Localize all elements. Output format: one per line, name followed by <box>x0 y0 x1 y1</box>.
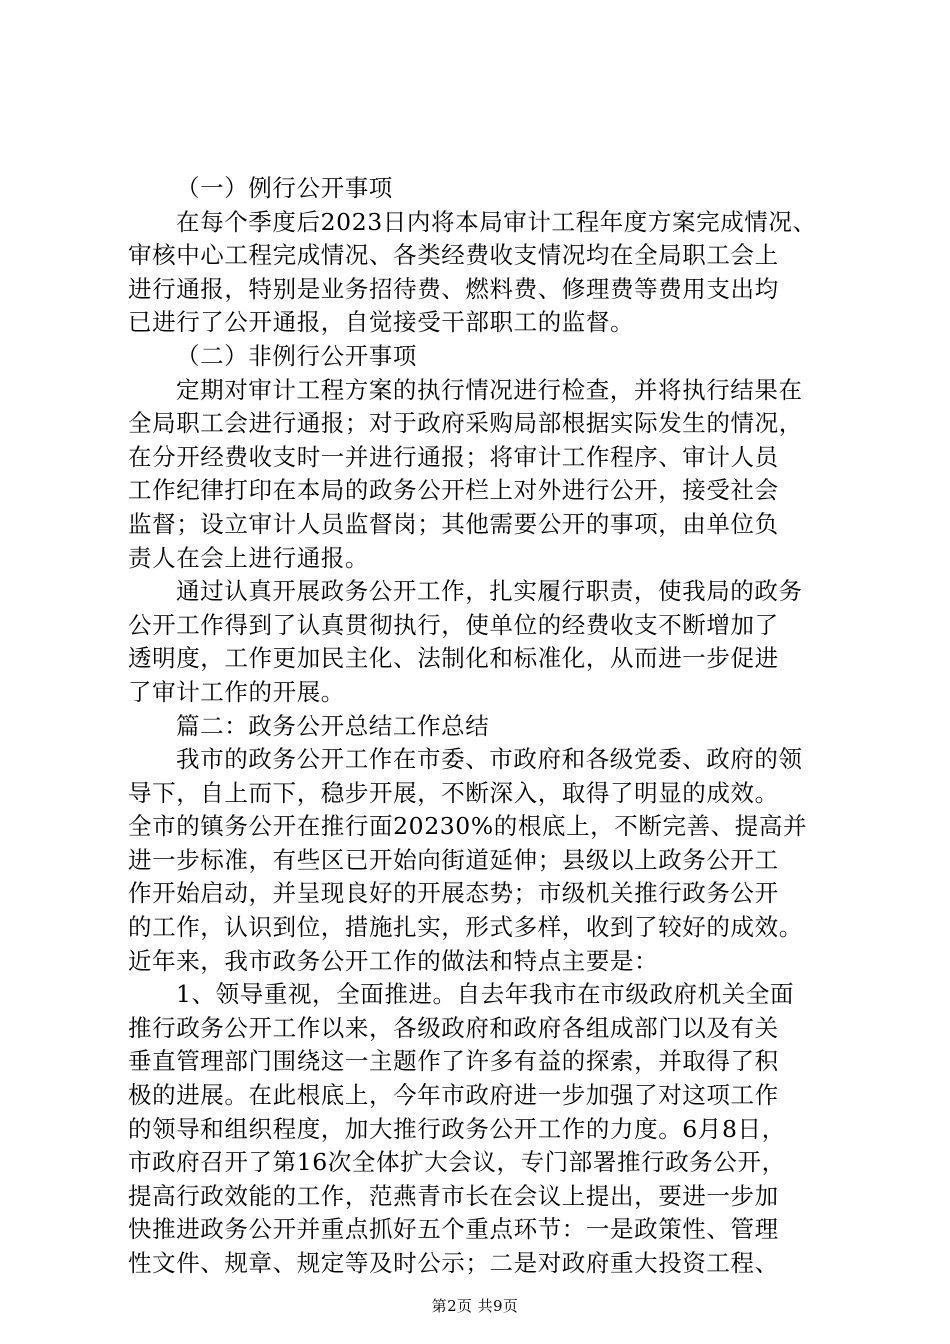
paragraph-line: 在每个季度后2023日内将本局审计工程年度方案完成情况、 <box>176 207 817 236</box>
section-heading: （一）例行公开事项 <box>176 174 393 202</box>
paragraph-line: 进一步标准，有些区已开始向街道延伸；县级以上政务公开工 <box>128 845 779 874</box>
paragraph-line: 的工作，认识到位，措施扎实，形式多样，收到了较好的成效。 <box>128 913 803 942</box>
paragraph-line: 责人在会上进行通报。 <box>128 543 369 572</box>
paragraph-line: 进行通报，特别是业务招待费、燃料费、修理费等费用支出均 <box>128 274 779 303</box>
paragraph-line: 公开工作得到了认真贯彻执行，使单位的经费收支不断增加了 <box>128 610 779 639</box>
paragraph-line: 极的进展。在此根底上，今年市政府进一步加强了对这项工作 <box>128 1081 779 1110</box>
paragraph-line: 快推进政务公开并重点抓好五个重点环节：一是政策性、管理 <box>128 1215 779 1244</box>
paragraph-line: 提高行政效能的工作，范燕青市长在会议上提出，要进一步加 <box>128 1181 779 1210</box>
section-heading: （二）非例行公开事项 <box>176 341 417 370</box>
paragraph-line: 近年来，我市政务公开工作的做法和特点主要是： <box>128 946 659 975</box>
paragraph-line: 全局职工会进行通报；对于政府采购局部根据实际发生的情况， <box>128 409 803 438</box>
paragraph-line: 定期对审计工程方案的执行情况进行检查，并将执行结果在 <box>176 375 803 404</box>
paragraph-line: 1、领导重视，全面推进。自去年我市在市级政府机关全面 <box>176 980 795 1009</box>
paragraph-line: 工作纪律打印在本局的政务公开栏上对外进行公开，接受社会 <box>128 476 779 505</box>
paragraph-line: 监督；设立审计人员监督岗；其他需要公开的事项，由单位负 <box>128 509 779 538</box>
paragraph-line: 在分开经费收支时一并进行通报；将审计工作程序、审计人员 <box>128 442 779 471</box>
paragraph-line: 垂直管理部门围绕这一主题作了许多有益的探索，并取得了积 <box>128 1047 779 1076</box>
document-body <box>128 172 828 1281</box>
paragraph-line: 推行政务公开工作以来，各级政府和政府各组成部门以及有关 <box>128 1013 779 1042</box>
paragraph-line: 了审计工作的开展。 <box>128 677 345 706</box>
paragraph-line: 我市的政务公开工作在市委、市政府和各级党委、政府的领 <box>176 745 803 774</box>
page-footer: 第2页 共9页 <box>431 1297 519 1315</box>
paragraph-line: 透明度，工作更加民主化、法制化和标准化，从而进一步促进 <box>128 644 779 673</box>
paragraph-line: 作开始启动，并呈现良好的开展态势；市级机关推行政务公开 <box>128 879 779 908</box>
paragraph-line: 的领导和组织程度，加大推行政务公开工作的力度。6月8日， <box>128 1114 786 1143</box>
paragraph-line: 审核中心工程完成情况、各类经费收支情况均在全局职工会上 <box>128 241 779 270</box>
paragraph-line: 性文件、规章、规定等及时公示；二是对政府重大投资工程、 <box>128 1249 779 1277</box>
paragraph-line: 篇二：政务公开总结工作总结 <box>176 711 490 740</box>
paragraph-line: 导下，自上而下，稳步开展，不断深入，取得了明显的成效。 <box>128 778 779 807</box>
paragraph-line: 通过认真开展政务公开工作，扎实履行职责，使我局的政务 <box>176 577 803 606</box>
paragraph-line: 全市的镇务公开在推行面20230%的根底上，不断完善、提高并 <box>128 812 808 841</box>
paragraph-line: 已进行了公开通报，自觉接受干部职工的监督。 <box>128 308 635 337</box>
paragraph-line: 市政府召开了第16次全体扩大会议，专门部署推行政务公开， <box>128 1148 786 1177</box>
